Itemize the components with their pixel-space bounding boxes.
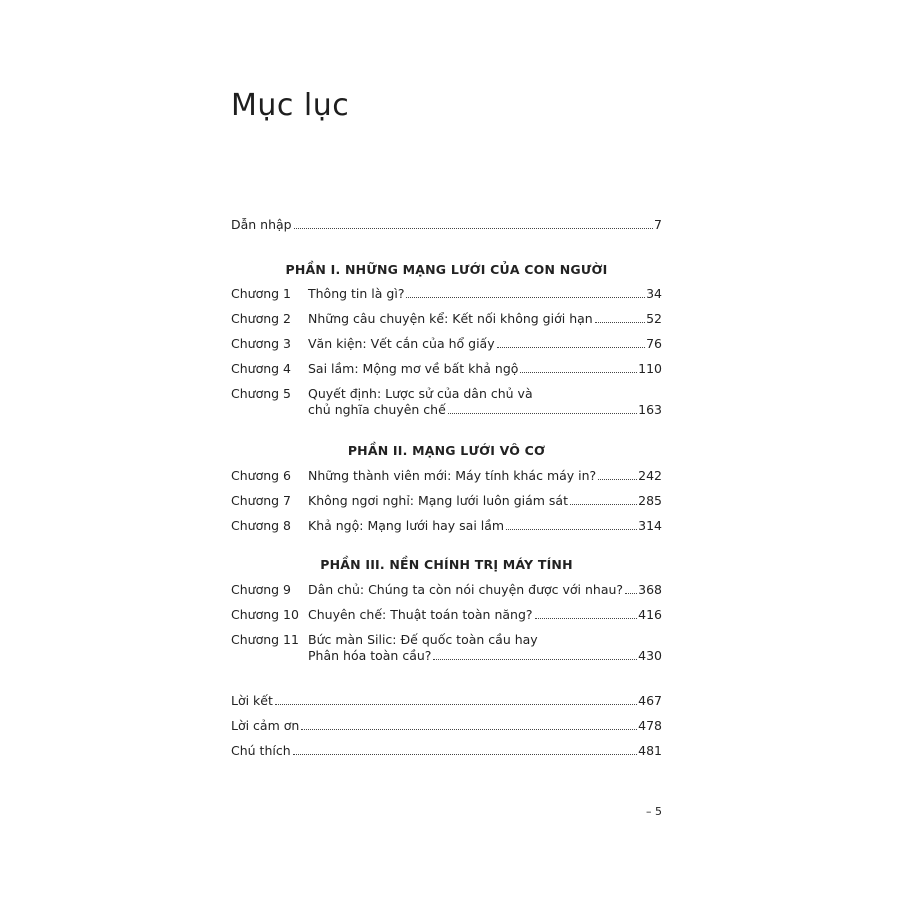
chapter-title: Sai lầm: Mộng mơ về bất khả ngộ xyxy=(308,361,519,376)
chapter-title: Thông tin là gì? xyxy=(308,286,405,301)
leader-dots xyxy=(448,413,637,414)
chapter-page: 242 xyxy=(638,468,662,483)
page-title: Mục lục xyxy=(231,88,350,123)
leader-dots xyxy=(570,504,637,505)
chapter-number: Chương 9 xyxy=(231,582,292,597)
part-heading: PHẦN I. NHỮNG MẠNG LƯỚI CỦA CON NGƯỜI xyxy=(285,262,608,277)
chapter-page: 416 xyxy=(638,607,662,622)
chapter-page: 368 xyxy=(638,582,662,597)
chapter-page: 285 xyxy=(638,493,662,508)
part-heading: PHẦN II. MẠNG LƯỚI VÔ CƠ xyxy=(347,443,546,458)
entry-label: Lời cảm ơn xyxy=(231,718,300,733)
chapter-title: Những câu chuyện kể: Kết nối không giới hạn xyxy=(308,311,593,326)
toc-entry-chapter[interactable] xyxy=(231,518,662,536)
chapter-number: Chương 8 xyxy=(231,518,292,533)
toc-entry-back-matter[interactable] xyxy=(231,743,662,761)
toc-entry-chapter[interactable] xyxy=(231,582,662,600)
chapter-number: Chương 6 xyxy=(231,468,292,483)
part-heading: PHẦN III. NỀN CHÍNH TRỊ MÁY TÍNH xyxy=(320,557,573,572)
chapter-number: Chương 4 xyxy=(231,361,292,376)
page-number: – 5 xyxy=(646,805,662,818)
toc-entry-chapter[interactable] xyxy=(231,493,662,511)
leader-dots xyxy=(598,479,637,480)
leader-dots xyxy=(535,618,638,619)
chapter-number: Chương 7 xyxy=(231,493,292,508)
chapter-page: 430 xyxy=(638,648,662,663)
toc-entry-chapter[interactable] xyxy=(231,632,662,668)
leader-dots xyxy=(406,297,645,298)
chapter-page: 110 xyxy=(638,361,662,376)
chapter-page: 163 xyxy=(638,402,662,417)
toc-entry-chapter[interactable] xyxy=(231,286,662,304)
chapter-number: Chương 1 xyxy=(231,286,292,301)
entry-label: Dẫn nhập xyxy=(231,217,292,232)
chapter-title-line2: Phân hóa toàn cầu? xyxy=(308,648,432,663)
chapter-page: 34 xyxy=(646,286,662,301)
chapter-page: 52 xyxy=(646,311,662,326)
chapter-title: Chuyên chế: Thuật toán toàn năng? xyxy=(308,607,533,622)
entry-page: 478 xyxy=(638,718,662,733)
chapter-title: Văn kiện: Vết cắn của hổ giấy xyxy=(308,336,495,351)
toc-entry-chapter[interactable] xyxy=(231,468,662,486)
toc-entry-back-matter[interactable] xyxy=(231,718,662,736)
leader-dots xyxy=(294,228,653,229)
leader-dots xyxy=(293,754,638,755)
toc-entry-back-matter[interactable] xyxy=(231,693,662,711)
chapter-title-line1: Quyết định: Lược sử của dân chủ và xyxy=(308,386,533,401)
toc-entry-chapter[interactable] xyxy=(231,386,662,422)
leader-dots xyxy=(625,593,637,594)
entry-page: 467 xyxy=(638,693,662,708)
leader-dots xyxy=(275,704,637,705)
chapter-title-line2: chủ nghĩa chuyên chế xyxy=(308,402,446,417)
entry-page: 7 xyxy=(654,217,662,232)
leader-dots xyxy=(433,659,637,660)
chapter-page: 76 xyxy=(646,336,662,351)
chapter-title: Không ngơi nghỉ: Mạng lưới luôn giám sát xyxy=(308,493,568,508)
chapter-title: Khả ngộ: Mạng lưới hay sai lầm xyxy=(308,518,505,533)
chapter-title: Dân chủ: Chúng ta còn nói chuyện được với nhau? xyxy=(308,582,624,597)
chapter-number: Chương 10 xyxy=(231,607,299,622)
leader-dots xyxy=(301,729,637,730)
chapter-number: Chương 5 xyxy=(231,386,292,401)
entry-label: Lời kết xyxy=(231,693,273,708)
leader-dots xyxy=(506,529,637,530)
toc-entry-chapter[interactable] xyxy=(231,607,662,625)
toc-entry-chapter[interactable] xyxy=(231,311,662,329)
chapter-number: Chương 2 xyxy=(231,311,292,326)
chapter-title-line1: Bức màn Silic: Đế quốc toàn cầu hay xyxy=(308,632,538,647)
leader-dots xyxy=(520,372,637,373)
chapter-title: Những thành viên mới: Máy tính khác máy in? xyxy=(308,468,597,483)
toc-entry-intro[interactable] xyxy=(231,217,662,235)
entry-label: Chú thích xyxy=(231,743,291,758)
entry-page: 481 xyxy=(638,743,662,758)
toc-entry-chapter[interactable] xyxy=(231,361,662,379)
leader-dots xyxy=(595,322,645,323)
chapter-number: Chương 3 xyxy=(231,336,292,351)
chapter-page: 314 xyxy=(638,518,662,533)
toc-entry-chapter[interactable] xyxy=(231,336,662,354)
chapter-number: Chương 11 xyxy=(231,632,299,647)
leader-dots xyxy=(497,347,645,348)
